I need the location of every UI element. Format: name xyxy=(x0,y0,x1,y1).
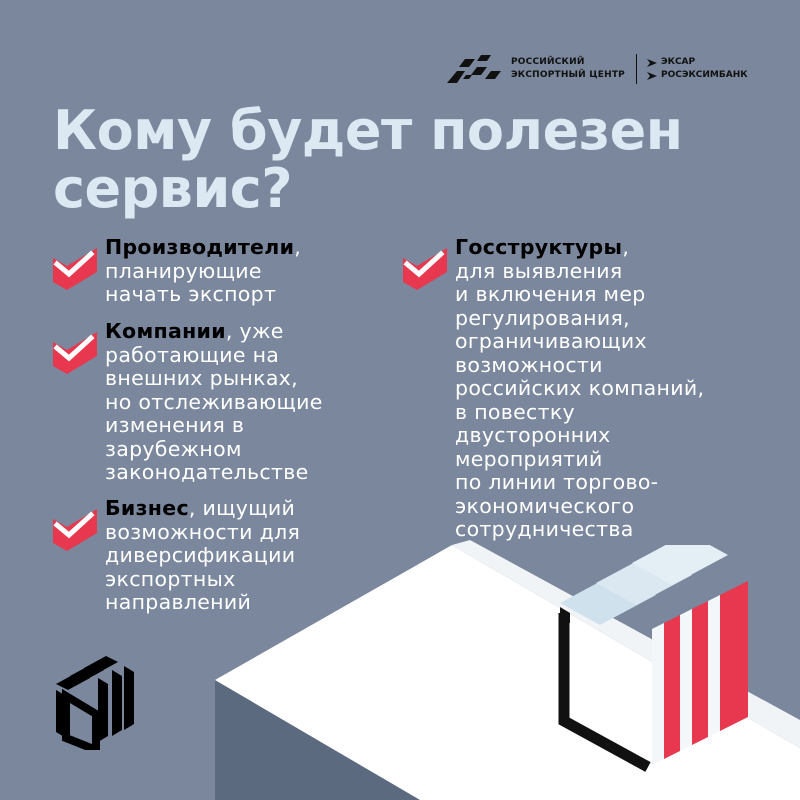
item-rest: , xyxy=(622,235,630,259)
exar-line1: ЭКСАР xyxy=(660,57,696,67)
item-text xyxy=(105,497,300,615)
item-rest: , ищущий xyxy=(188,496,296,520)
checkmark-icon xyxy=(53,501,97,551)
item-line: регулирования, xyxy=(455,305,630,330)
item-lead: Компании xyxy=(105,319,226,343)
rec-line1: РОССИЙСКИЙ xyxy=(511,57,585,67)
exar-logo xyxy=(647,56,748,82)
item-line: зарубежном xyxy=(105,436,242,461)
item-lead: Госструктуры xyxy=(455,235,623,259)
rec-logo-icon xyxy=(447,53,503,85)
exar-arrow-icon xyxy=(647,59,657,67)
rec-line2: ЭКСПОРТНЫЙ ЦЕНТР xyxy=(511,70,625,80)
item-line: но отслеживающие xyxy=(105,389,323,414)
cube-logo-icon xyxy=(52,656,134,750)
item-text xyxy=(105,320,323,485)
item-lead: Бизнес xyxy=(105,496,189,520)
item-text xyxy=(455,236,704,542)
item-line: двусторонних xyxy=(455,423,611,447)
item-line: изменения в xyxy=(105,413,245,437)
checkmark-icon xyxy=(53,240,97,290)
item-line: мероприятий xyxy=(455,446,603,471)
item-line: направлений xyxy=(105,590,252,614)
page-title: Кому будет полезен сервис? xyxy=(53,99,683,220)
item-line: экономического xyxy=(455,493,635,518)
item-text xyxy=(105,236,301,307)
item-line: планирующие xyxy=(105,258,262,283)
item-line: начать экспорт xyxy=(105,282,277,306)
item-line: работающие на xyxy=(105,342,280,367)
item-rest: , xyxy=(294,235,302,259)
item-line: российских компаний, xyxy=(455,376,705,400)
item-line: экспортных xyxy=(105,566,236,591)
item-line: диверсификации xyxy=(105,543,296,567)
item-line: и включения мер xyxy=(455,282,646,306)
item-line: ограничивающих xyxy=(455,329,647,353)
item-line: по линии торгово- xyxy=(455,470,659,494)
logo-divider xyxy=(636,54,637,84)
item-line: в повестку xyxy=(455,399,575,424)
rec-logo-text xyxy=(511,56,625,82)
exar-line2: РОСЭКСИМБАНК xyxy=(660,70,748,80)
checkmark-icon xyxy=(53,324,97,374)
item-lead: Производители xyxy=(105,235,295,259)
item-line: для выявления xyxy=(455,258,623,283)
item-line: внешних рынках, xyxy=(105,366,298,390)
item-line: возможности для xyxy=(105,519,301,544)
item-line: сотрудничества xyxy=(455,517,634,541)
item-rest: , уже xyxy=(225,319,284,343)
header-logos xyxy=(447,52,748,86)
item-line: законодательстве xyxy=(105,460,309,484)
exar-arrow-icon xyxy=(647,72,657,80)
checkmark-icon xyxy=(403,240,447,290)
isometric-cube-illustration xyxy=(552,545,757,785)
item-line: возможности xyxy=(455,352,603,377)
